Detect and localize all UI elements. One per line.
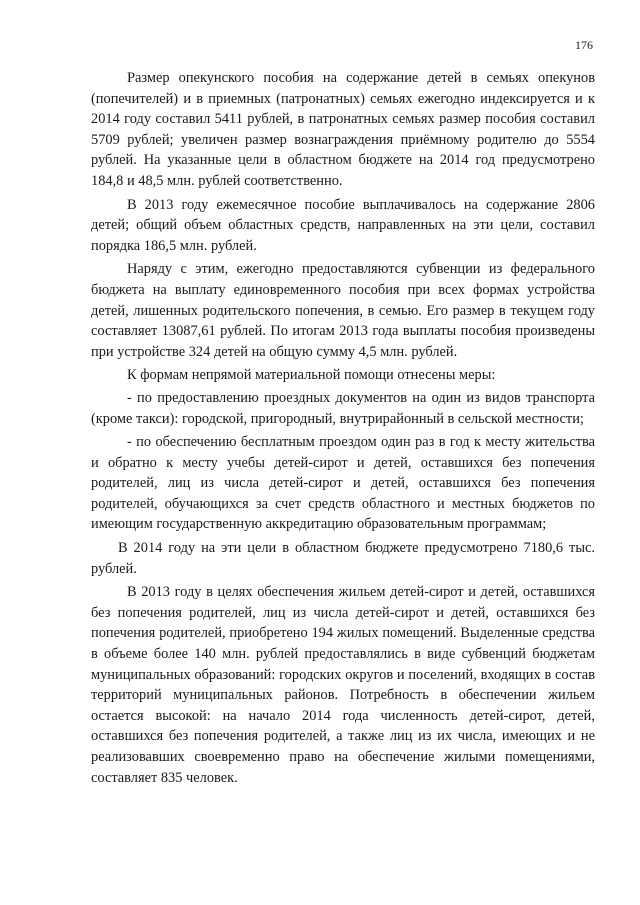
paragraph-housing-2013: В 2013 году в целях обеспечения жильем детей-сирот и детей, оставшихся без попечения родителей, лиц из числа детей-сирот и детей, оставшихся без попечения родителей, приобретено 194 жилых помещений. Выделенные средства в объеме более 140 млн. рублей предоставлялись в виде субвенций бюджетам муниципальных образований: городских округов и поселений, входящих в состав территорий муниципальных районов. Потребность в обеспечении жильем остается высокой: на начало 2014 года численность детей-сирот, детей, оставшихся без попечения родителей, а также лиц из их числа, имеющих и не реализовавших своевременно право на обеспечение жилыми помещениями, составляет 835 человек. (91, 584, 595, 786)
paragraph-guardianship-allowance: Размер опекунского пособия на содержание детей в семьях опекунов (попечителей) и в приемных (патронатных) семьях ежегодно индексируется и к 2014 году составил 5411 рублей, в патронатных семьях размер пособия составил 5709 рублей; увеличен размер вознаграждения приёмному родителю до 5554 рублей. На указанные цели в областном бюджете на 2014 год предусмотрено 184,8 и 48,5 млн. рублей соответственно. (91, 70, 595, 189)
paragraph-budget-2014: В 2014 году на эти цели в областном бюджете предусмотрено 7180,6 тыс. рублей. (91, 540, 595, 577)
paragraph-federal-subventions: Наряду с этим, ежегодно предоставляются субвенции из федерального бюджета на выплату единовременного пособия при всех формах устройства детей, лишенных родительского попечения, в семью. Его размер в текущем году составляет 13087,61 рублей. По итогам 2013 года выплаты пособия произведены при устройстве 324 детей на общую сумму 4,5 млн. рублей. (91, 261, 595, 360)
page-number: 176 (575, 38, 593, 52)
page-body (91, 68, 595, 791)
paragraph-indirect-aid-intro: К формам непрямой материальной помощи отнесены меры: (127, 367, 496, 384)
list-item-travel-documents: - по предоставлению проездных документов на один из видов транспорта (кроме такси): городской, пригородный, внутрирайонный в сельской местности; (91, 389, 595, 427)
list-item-free-travel: - по обеспечению бесплатным проездом один раз в год к месту жительства и обратно к месту учебы детей-сирот и детей, оставшихся без попечения родителей, лиц из числа детей-сирот и детей, оставшихся без попечения родителей, обучающихся за счет средств областного и местных бюджетов по имеющим государственную аккредитацию образовательным программам; (91, 434, 595, 533)
paragraph-monthly-allowance-2013: В 2013 году ежемесячное пособие выплачивалось на содержание 2806 детей; общий объем областных средств, направленных на эти цели, составил порядка 186,5 млн. рублей. (91, 196, 595, 254)
